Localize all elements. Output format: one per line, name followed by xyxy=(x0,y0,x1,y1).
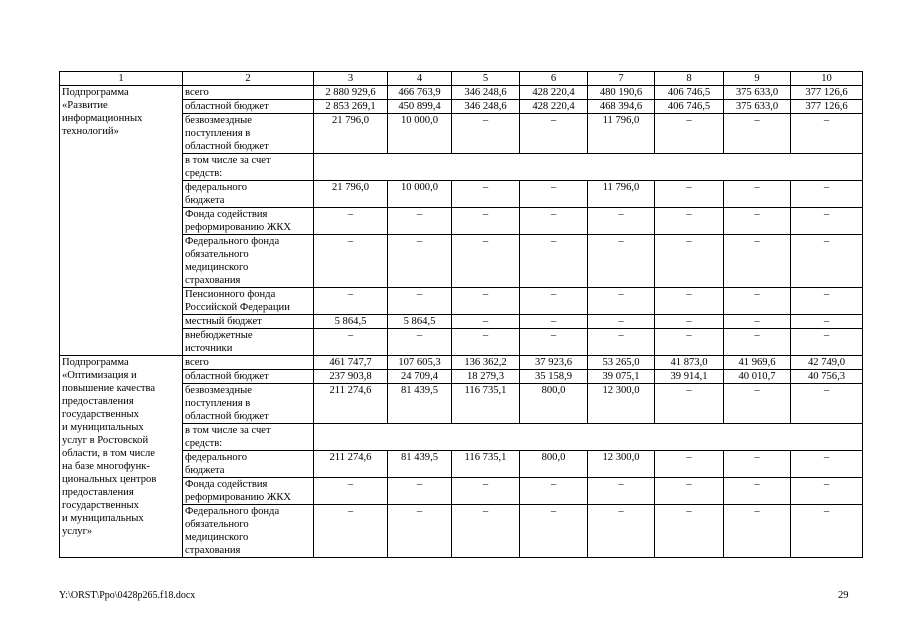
row-label: Федерального фонда обязательного медицинского страхования xyxy=(183,235,314,288)
value-cell: – xyxy=(655,181,724,208)
value-cell: – xyxy=(388,505,452,558)
value-cell: – xyxy=(520,478,588,505)
row-label: областной бюджет xyxy=(183,100,314,114)
value-cell: – xyxy=(588,208,655,235)
value-cell: 40 756,3 xyxy=(791,370,863,384)
value-cell: – xyxy=(520,235,588,288)
value-cell: – xyxy=(655,505,724,558)
value-cell: – xyxy=(588,315,655,329)
value-cell: 41 969,6 xyxy=(724,356,791,370)
value-cell: – xyxy=(791,235,863,288)
value-cell: – xyxy=(452,114,520,154)
value-cell: – xyxy=(724,384,791,424)
value-cell: 800,0 xyxy=(520,451,588,478)
value-cell: – xyxy=(724,329,791,356)
footer-file-path: Y:\ORST\Ppo\0428p265.f18.docx xyxy=(59,590,196,601)
value-cell: 377 126,6 xyxy=(791,86,863,100)
value-cell: – xyxy=(655,451,724,478)
value-cell: 237 903,8 xyxy=(314,370,388,384)
value-cell: – xyxy=(452,208,520,235)
value-cell: – xyxy=(724,208,791,235)
value-cell: – xyxy=(588,288,655,315)
header-row xyxy=(60,72,863,86)
value-cell: 18 279,3 xyxy=(452,370,520,384)
value-cell: – xyxy=(724,451,791,478)
value-cell: 37 923,6 xyxy=(520,356,588,370)
value-cell: – xyxy=(520,505,588,558)
value-cell: 211 274,6 xyxy=(314,384,388,424)
value-cell: 39 914,1 xyxy=(655,370,724,384)
row-label: всего xyxy=(183,356,314,370)
value-cell: 800,0 xyxy=(520,384,588,424)
value-cell: 375 633,0 xyxy=(724,100,791,114)
value-cell: – xyxy=(724,235,791,288)
header-cell: 1 xyxy=(60,72,183,86)
value-cell: 450 899,4 xyxy=(388,100,452,114)
row-label: Фонда содействия реформированию ЖКХ xyxy=(183,208,314,235)
value-cell: 107 605,3 xyxy=(388,356,452,370)
header-cell: 7 xyxy=(588,72,655,86)
value-cell: – xyxy=(655,235,724,288)
value-cell: – xyxy=(520,315,588,329)
budget-table xyxy=(59,71,863,558)
header-cell: 9 xyxy=(724,72,791,86)
value-cell: 10 000,0 xyxy=(388,181,452,208)
row-label: безвозмездные поступления в областной бюджет xyxy=(183,384,314,424)
row-label: Фонда содействия реформированию ЖКХ xyxy=(183,478,314,505)
value-cell: – xyxy=(452,329,520,356)
empty-span-cell xyxy=(314,154,863,181)
table-row xyxy=(60,356,863,370)
value-cell: 12 300,0 xyxy=(588,451,655,478)
value-cell: 53 265,0 xyxy=(588,356,655,370)
value-cell: – xyxy=(452,288,520,315)
value-cell: 41 873,0 xyxy=(655,356,724,370)
row-label: внебюджетные источники xyxy=(183,329,314,356)
value-cell: – xyxy=(452,181,520,208)
table-row xyxy=(60,86,863,100)
value-cell: 11 796,0 xyxy=(588,181,655,208)
value-cell: – xyxy=(791,208,863,235)
value-cell: 211 274,6 xyxy=(314,451,388,478)
value-cell: 42 749,0 xyxy=(791,356,863,370)
row-label: местный бюджет xyxy=(183,315,314,329)
value-cell: 35 158,9 xyxy=(520,370,588,384)
row-label: безвозмездные поступления в областной бюджет xyxy=(183,114,314,154)
value-cell: – xyxy=(452,478,520,505)
value-cell: – xyxy=(388,288,452,315)
value-cell: 406 746,5 xyxy=(655,100,724,114)
value-cell: 480 190,6 xyxy=(588,86,655,100)
value-cell: 5 864,5 xyxy=(314,315,388,329)
value-cell: – xyxy=(791,505,863,558)
header-cell: 4 xyxy=(388,72,452,86)
value-cell: – xyxy=(791,384,863,424)
value-cell: 12 300,0 xyxy=(588,384,655,424)
value-cell: – xyxy=(388,208,452,235)
empty-span-cell xyxy=(314,424,863,451)
value-cell: – xyxy=(724,114,791,154)
value-cell: – xyxy=(791,315,863,329)
value-cell: – xyxy=(724,315,791,329)
value-cell: 375 633,0 xyxy=(724,86,791,100)
value-cell: 11 796,0 xyxy=(588,114,655,154)
value-cell: 428 220,4 xyxy=(520,86,588,100)
value-cell: 461 747,7 xyxy=(314,356,388,370)
value-cell: – xyxy=(791,478,863,505)
value-cell: – xyxy=(588,329,655,356)
value-cell: – xyxy=(520,329,588,356)
value-cell: 346 248,6 xyxy=(452,86,520,100)
value-cell: 346 248,6 xyxy=(452,100,520,114)
value-cell: – xyxy=(791,114,863,154)
value-cell: – xyxy=(388,478,452,505)
value-cell: – xyxy=(588,505,655,558)
value-cell: 2 880 929,6 xyxy=(314,86,388,100)
value-cell: – xyxy=(655,315,724,329)
value-cell: 39 075,1 xyxy=(588,370,655,384)
value-cell: – xyxy=(588,235,655,288)
value-cell: – xyxy=(588,478,655,505)
row-label: Пенсионного фонда Российской Федерации xyxy=(183,288,314,315)
value-cell: – xyxy=(724,505,791,558)
value-cell: – xyxy=(520,208,588,235)
value-cell: 136 362,2 xyxy=(452,356,520,370)
header-cell: 10 xyxy=(791,72,863,86)
value-cell: – xyxy=(724,181,791,208)
value-cell: 116 735,1 xyxy=(452,384,520,424)
value-cell: 466 763,9 xyxy=(388,86,452,100)
value-cell: 81 439,5 xyxy=(388,384,452,424)
header-cell: 6 xyxy=(520,72,588,86)
row-label: федерального бюджета xyxy=(183,181,314,208)
row-label: Федерального фонда обязательного медицинского страхования xyxy=(183,505,314,558)
value-cell: – xyxy=(655,208,724,235)
program-name-cell: Подпрограмма «Развитие информационных технологий» xyxy=(60,86,183,356)
value-cell: – xyxy=(791,329,863,356)
value-cell: 24 709,4 xyxy=(388,370,452,384)
value-cell: – xyxy=(314,478,388,505)
header-cell: 2 xyxy=(183,72,314,86)
value-cell: 21 796,0 xyxy=(314,114,388,154)
header-cell: 3 xyxy=(314,72,388,86)
table-body xyxy=(60,72,863,558)
value-cell: – xyxy=(314,505,388,558)
value-cell: – xyxy=(655,114,724,154)
value-cell: 10 000,0 xyxy=(388,114,452,154)
value-cell: 21 796,0 xyxy=(314,181,388,208)
value-cell: 428 220,4 xyxy=(520,100,588,114)
value-cell: – xyxy=(452,505,520,558)
value-cell: – xyxy=(314,288,388,315)
value-cell: – xyxy=(452,235,520,288)
value-cell: – xyxy=(791,451,863,478)
value-cell: – xyxy=(655,384,724,424)
header-cell: 8 xyxy=(655,72,724,86)
value-cell: – xyxy=(452,315,520,329)
row-label: в том числе за счет средств: xyxy=(183,154,314,181)
value-cell: – xyxy=(520,114,588,154)
value-cell: – xyxy=(388,329,452,356)
row-label: областной бюджет xyxy=(183,370,314,384)
value-cell: – xyxy=(314,329,388,356)
program-name-cell: Подпрограмма «Оптимизация и повышение качества предоставления государственных и муниципальных услуг в Ростовской области, в том числе на базе многофунк- циональных центров предоставления государственных и муниципальных услуг» xyxy=(60,356,183,558)
row-label: в том числе за счет средств: xyxy=(183,424,314,451)
value-cell: 81 439,5 xyxy=(388,451,452,478)
value-cell: – xyxy=(655,478,724,505)
value-cell: 377 126,6 xyxy=(791,100,863,114)
value-cell: 2 853 269,1 xyxy=(314,100,388,114)
value-cell: – xyxy=(724,478,791,505)
row-label: федерального бюджета xyxy=(183,451,314,478)
value-cell: – xyxy=(388,235,452,288)
value-cell: – xyxy=(520,181,588,208)
value-cell: 406 746,5 xyxy=(655,86,724,100)
value-cell: – xyxy=(314,208,388,235)
value-cell: – xyxy=(724,288,791,315)
value-cell: – xyxy=(791,181,863,208)
value-cell: 468 394,6 xyxy=(588,100,655,114)
value-cell: – xyxy=(655,329,724,356)
value-cell: – xyxy=(314,235,388,288)
page-number: 29 xyxy=(838,590,849,601)
row-label: всего xyxy=(183,86,314,100)
value-cell: 5 864,5 xyxy=(388,315,452,329)
value-cell: – xyxy=(791,288,863,315)
value-cell: 40 010,7 xyxy=(724,370,791,384)
value-cell: – xyxy=(655,288,724,315)
value-cell: 116 735,1 xyxy=(452,451,520,478)
header-cell: 5 xyxy=(452,72,520,86)
value-cell: – xyxy=(520,288,588,315)
